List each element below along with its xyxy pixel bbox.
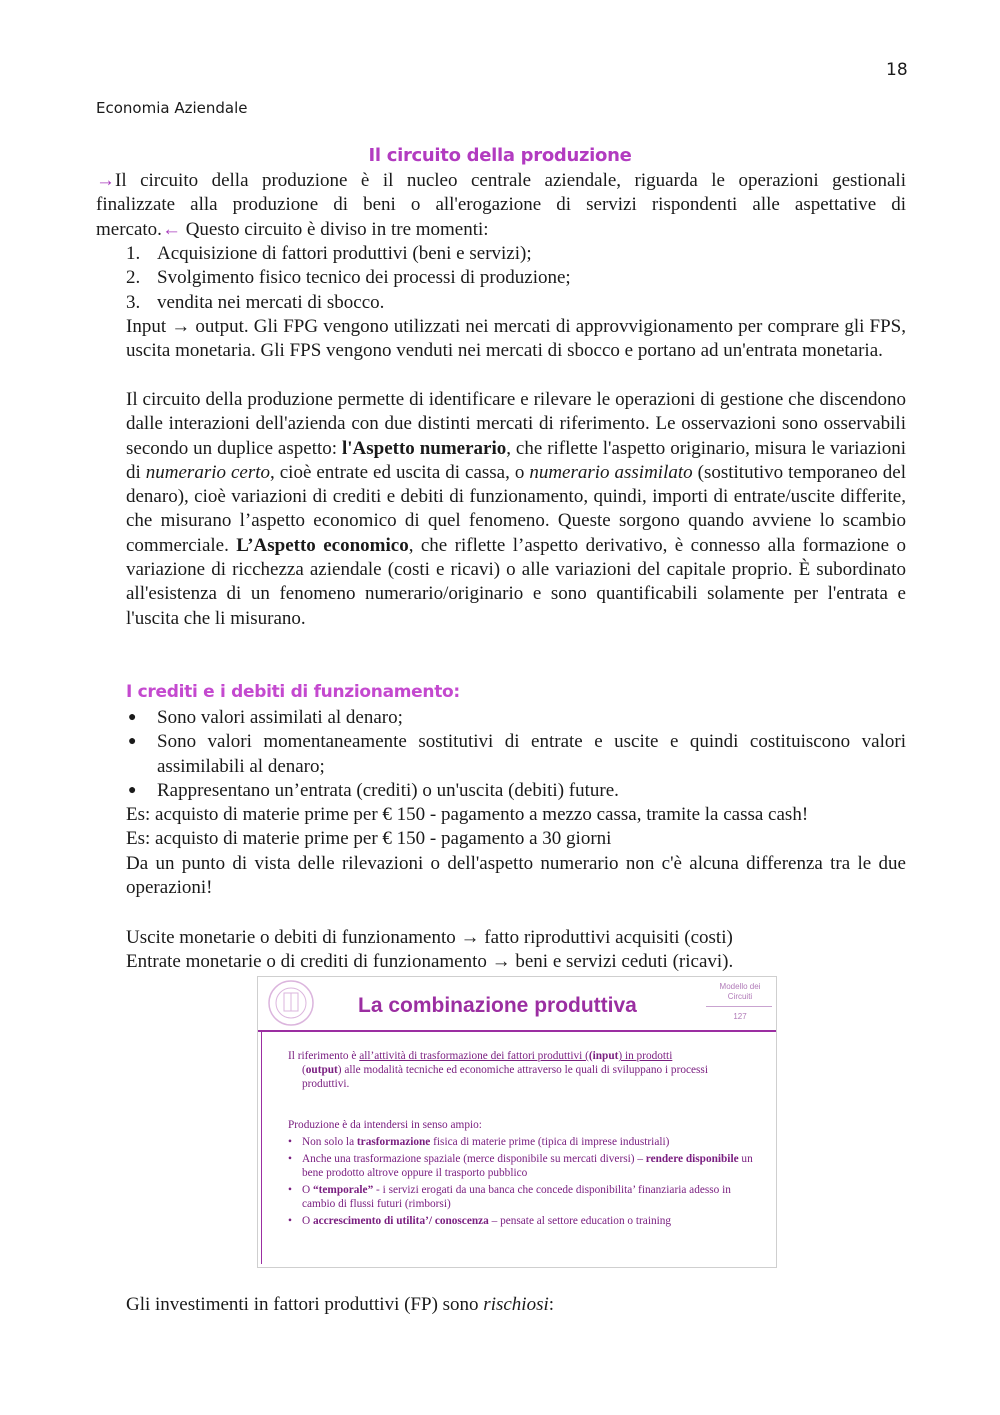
closing-line: Gli investimenti in fattori produttivi (FP) sono rischiosi: <box>126 1294 555 1315</box>
slide-paragraph-1: Il riferimento è all’attività di trasformazione dei fattori produttivi ((input) in prodotti (output) alle modalità tecniche ed economiche attraverso le quali di sviluppano i processi produttivi. <box>288 1050 708 1090</box>
list-item: • Anche una trasformazione spaziale (merce disponibile su mercati diversi) – rendere disponibile un bene prodotto altrove oppure il trasporto pubblico <box>288 1152 758 1180</box>
example-1: Es: acquisto di materie prime per € 150 - pagamento a mezzo cassa, tramite la cassa cash! <box>126 804 809 825</box>
example-note: Da un punto di vista delle rilevazioni o dell'aspetto numerario non c'è alcuna differenza tra le due operazioni! <box>126 852 906 898</box>
slide-tag-divider <box>706 1006 772 1007</box>
list-item: • Non solo la trasformazione fisica di materie prime (tipica di imprese industriali) <box>288 1135 758 1149</box>
slide-side-rule <box>261 1032 262 1264</box>
examples <box>126 803 906 900</box>
slide-page-number: 127 <box>733 1012 747 1021</box>
list-item: 1. Acquisizione di fattori produttivi (beni e servizi); <box>126 243 532 264</box>
arrow-left-icon: ← <box>161 218 181 240</box>
input-output-paragraph: Input → output. Gli FPG vengono utilizzati nei mercati di approvvigionamento per comprare gli FPS, uscita monetaria. Gli FPS vengono venduti nei mercati di sbocco e portano ad un'entrata monetaria. <box>126 316 906 362</box>
subsection-title: I crediti e i debiti di funzionamento: <box>126 682 460 702</box>
list-item: 2. Svolgimento fisico tecnico dei processi di produzione; <box>126 267 571 289</box>
slide-header-rule <box>258 1030 776 1032</box>
running-header: Economia Aziendale <box>96 99 248 117</box>
slide-list <box>288 1135 758 1231</box>
list-item: ● Rappresentano un’entrata (crediti) o un'uscita (debiti) future. <box>128 779 619 801</box>
slide-paragraph-2: Produzione è da intendersi in senso ampio: <box>288 1119 482 1131</box>
list-item: ● Sono valori assimilati al denaro; <box>128 707 403 728</box>
page-number: 18 <box>886 60 908 80</box>
flows <box>126 926 906 975</box>
list-item: ● Sono valori momentaneamente sostitutivi di entrate e uscite e quindi costituiscono valori assimilabili al denaro; <box>128 731 906 777</box>
list-item: • O “temporale” - i servizi erogati da una banca che concede disponibilita’ finanziaria adesso in cambio di flussi futuri (rimborsi) <box>288 1183 758 1211</box>
bullet-list <box>126 706 906 803</box>
slide-image <box>257 976 777 1268</box>
slide-title: La combinazione produttiva <box>358 994 637 1017</box>
section-title: Il circuito della produzione <box>368 145 632 166</box>
flow-revenues: Entrate monetarie o di crediti di funzionamento → beni e servizi ceduti (ricavi). <box>126 951 734 973</box>
list-item: 3. vendita nei mercati di sbocco. <box>126 291 385 313</box>
list-item: • O accrescimento di utilita’/ conoscenza – pensate al settore education o training <box>288 1214 758 1228</box>
intro-paragraph: →Il circuito della produzione è il nucleo centrale aziendale, riguarda le operazioni gestionali finalizzate alla produzione di beni o all'erogazione di servizi rispondenti alle aspettative di mercato.← Questo circuito è diviso in tre momenti: <box>96 170 906 240</box>
steps-list <box>126 242 906 315</box>
slide-tag: Modello dei Circuiti <box>719 982 761 1001</box>
arrow-right-icon: → <box>96 170 115 191</box>
university-seal-icon <box>260 979 322 1027</box>
example-2: Es: acquisto di materie prime per € 150 - pagamento a 30 giorni <box>126 828 612 850</box>
flow-costs: Uscite monetarie o debiti di funzionamento → fatto riproduttivi acquisiti (costi) <box>126 927 733 948</box>
aspects-paragraph: Il circuito della produzione permette di identificare e rilevare le operazioni di gestione che discendono dalle interazioni dell'azienda con due distinti mercati di riferimento. Le osservazioni sono osservabili secondo un duplice aspetto: l'Aspetto numerario, che riflette l'aspetto originario, misura le variazioni di numerario certo, cioè entrate ed uscita di cassa, o numerario assimilato (sostitutivo temporaneo del denaro), cioè variazioni di crediti e debiti di funzionamento, quindi, importi di entrate/uscite differite, che misurano l’aspetto economico di quel fenomeno. Queste sorgono quando avviene lo scambio commerciale. L’Aspetto economico, che riflette l’aspetto derivativo, è connesso alla formazione o variazione di ricchezza aziendale (costi e ricavi) o alle variazioni del capitale proprio. È subordinato all'esistenza di un fenomeno numerario/originario e sono quantificabili solamente per l'entrata e l'uscita che li misurano. <box>126 389 906 629</box>
